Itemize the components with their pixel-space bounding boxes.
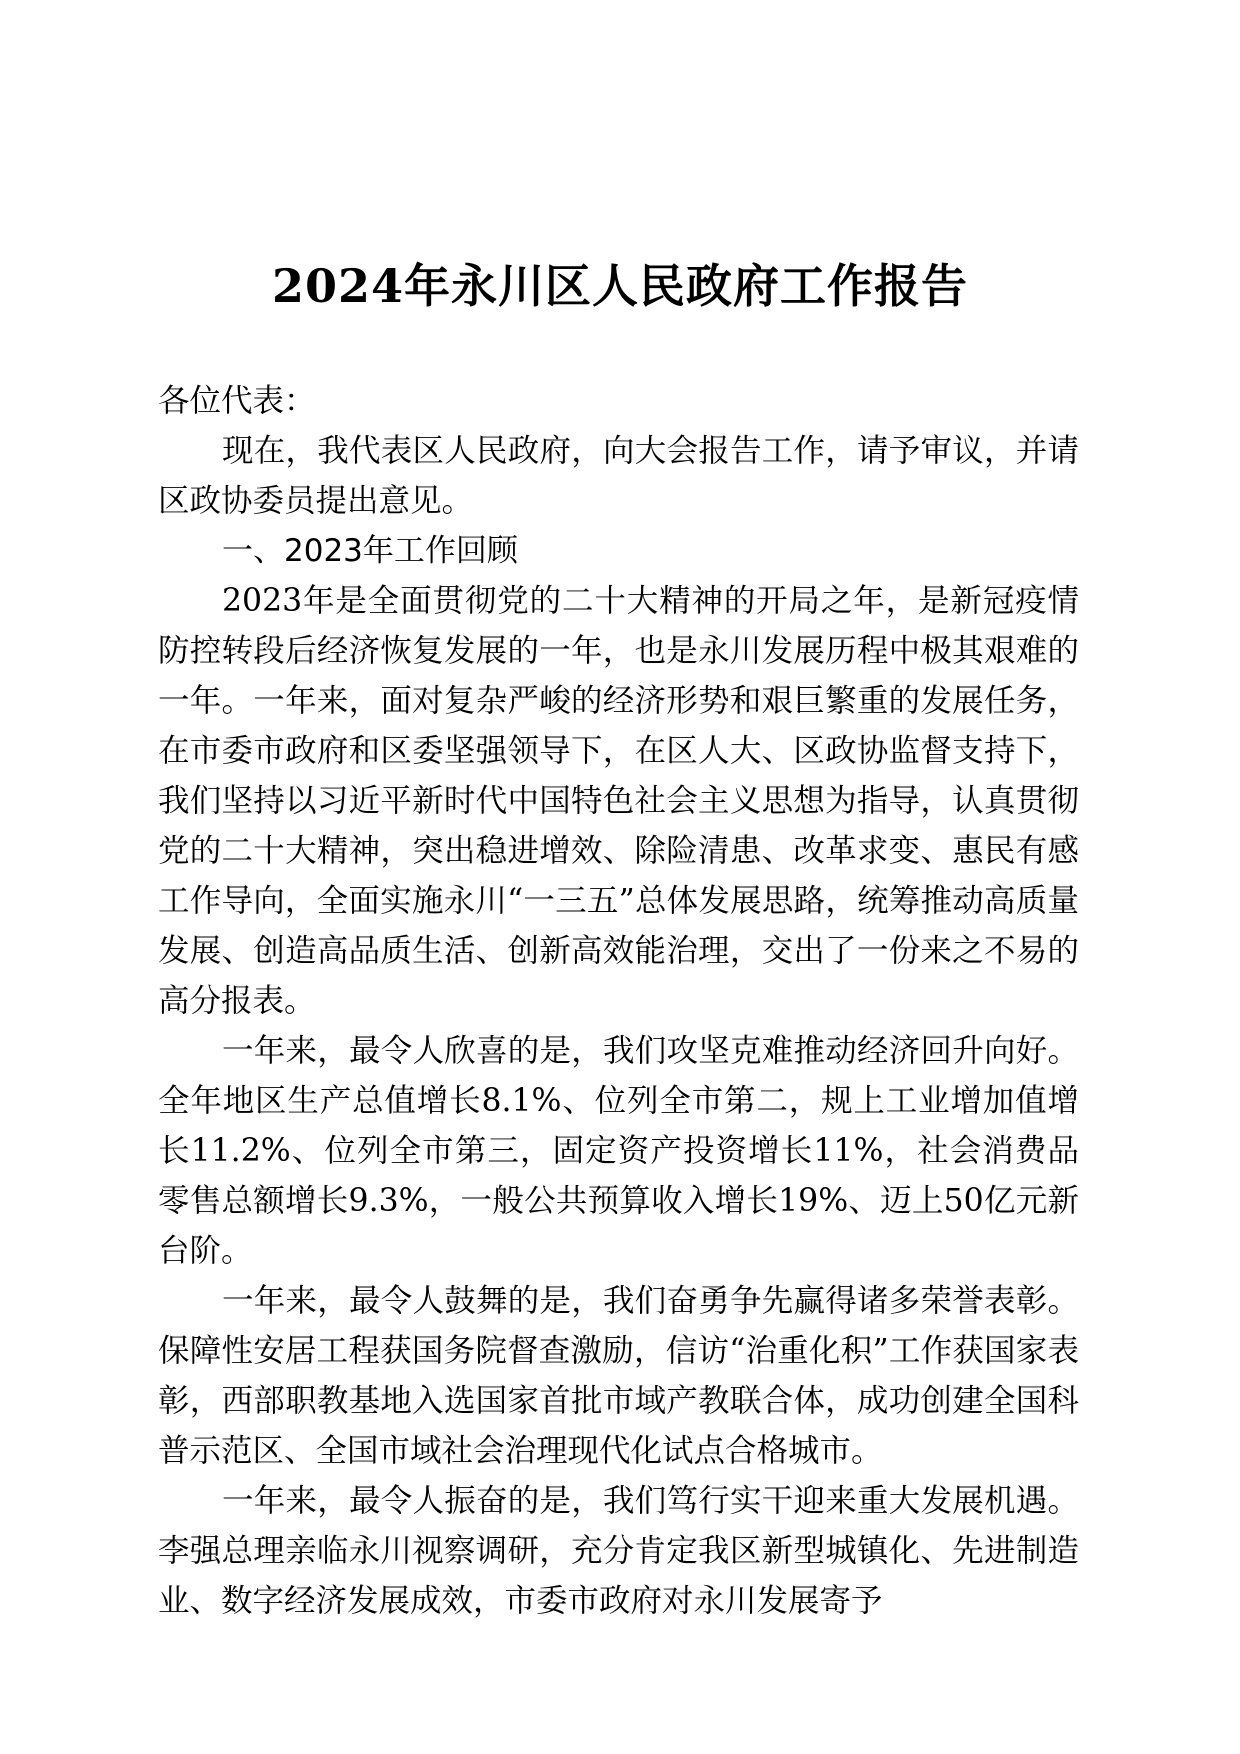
paragraph-opening: 现在，我代表区人民政府，向大会报告工作，请予审议，并请区政协委员提出意见。 [158,433,1079,519]
paragraph-overview: 2023年是全面贯彻党的二十大精神的开局之年，是新冠疫情防控转段后经济恢复发展的一年，也是永川发展历程中极其艰难的一年。一年来，面对复杂严峻的经济形势和艰巨繁重的发展任务，在市委市政府和区委坚强领导下，在区人大、区政协监督支持下，我们坚持以习近平新时代中国特色社会主义思想为指导，认真贯彻党的二十大精神，突出稳进增效、除险清患、改革求变、惠民有感工作导向，全面实施永川“一三五”总体发展思路，统筹推动高质量发展、创造高品质生活、创新高效能治理，交出了一份来之不易的高分报表。 [158,583,1079,1019]
document-title: 2024年永川区人民政府工作报告 [271,259,969,313]
document-body [158,376,1079,1626]
section-heading-review: 一、2023年工作回顾 [222,533,518,569]
paragraph-economy: 一年来，最令人欣喜的是，我们攻坚克难推动经济回升向好。全年地区生产总值增长8.1%、位列全市第二，规上工业增加值增长11.2%、位列全市第三，固定资产投资增长11%，社会消费品零售总额增长9.3%，一般公共预算收入增长19%、迈上50亿元新台阶。 [158,1033,1079,1269]
paragraph-honors: 一年来，最令人鼓舞的是，我们奋勇争先赢得诸多荣誉表彰。保障性安居工程获国务院督查激励，信访“治重化积”工作获国家表彰，西部职教基地入选国家首批市域产教联合体，成功创建全国科普示范区、全国市域社会治理现代化试点合格城市。 [158,1283,1079,1469]
salutation: 各位代表： [158,383,316,419]
paragraph-opportunities: 一年来，最令人振奋的是，我们笃行实干迎来重大发展机遇。李强总理亲临永川视察调研，充分肯定我区新型城镇化、先进制造业、数字经济发展成效，市委市政府对永川发展寄予 [158,1483,1079,1619]
